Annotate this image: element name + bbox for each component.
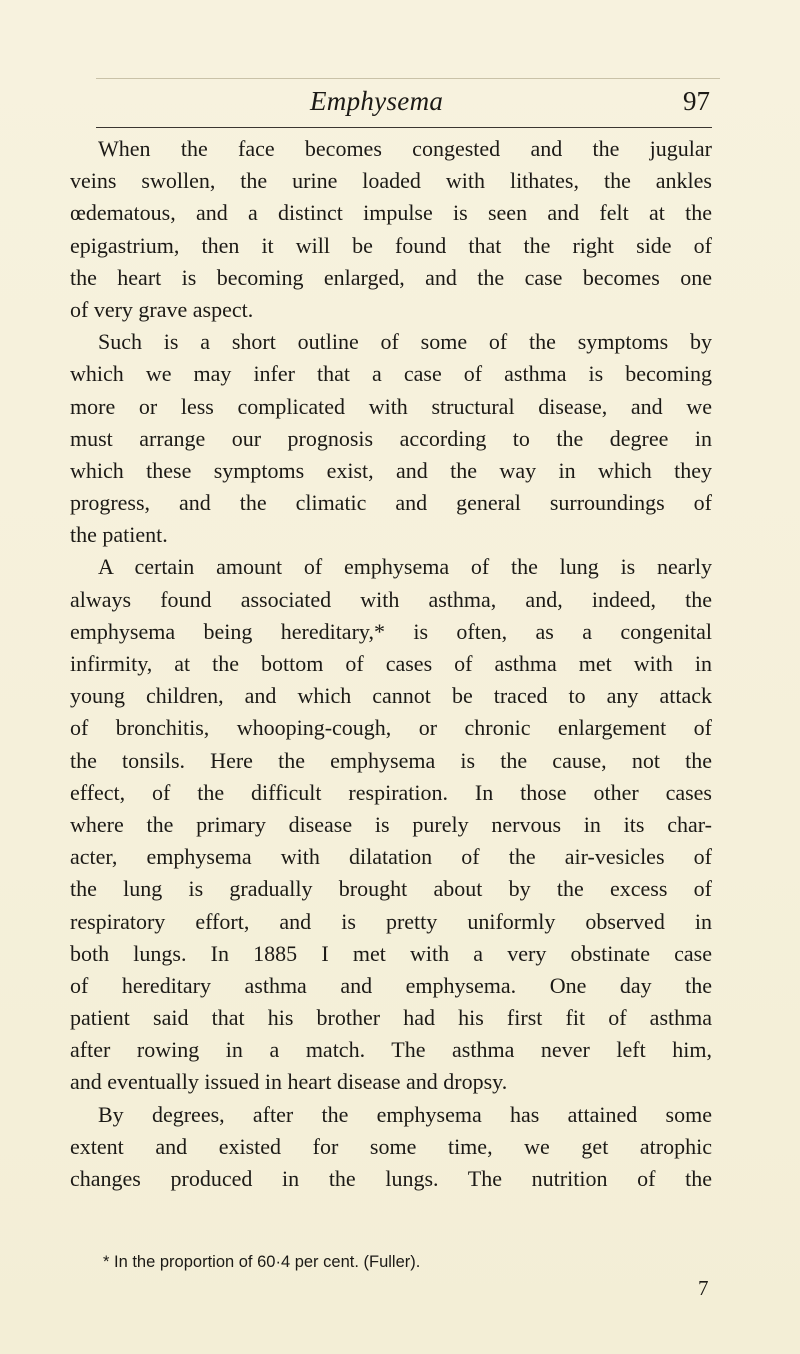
page-top-edge [96, 78, 720, 79]
text-line: and eventually issued in heart disease and dropsy. [70, 1069, 508, 1095]
page-header [96, 84, 710, 120]
text-line: after rowing in a match. The asthma never left him, [70, 1037, 712, 1063]
text-line: the tonsils. Here the emphysema is the cause, not the [70, 747, 712, 773]
running-head: Emphysema [310, 86, 444, 116]
text-line: extent and existed for some time, we get atrophic [70, 1133, 712, 1159]
text-line: Such is a short outline of some of the symptoms by [98, 329, 712, 355]
text-line: By degrees, after the emphysema has attained some [98, 1101, 712, 1127]
text-line: changes produced in the lungs. The nutrition of the [70, 1166, 712, 1191]
text-line: always found associated with asthma, and, indeed, the [70, 586, 712, 612]
text-line: A certain amount of emphysema of the lung is nearly [98, 554, 712, 580]
text-line: young children, and which cannot be traced to any attack [70, 683, 712, 709]
text-line: which we may infer that a case of asthma is becoming [70, 361, 712, 387]
signature-mark: 7 [698, 1276, 709, 1300]
text-line: of hereditary asthma and emphysema. One day the [70, 972, 712, 998]
text-line: which these symptoms exist, and the way in which they [70, 457, 712, 483]
text-line: of bronchitis, whooping-cough, or chronic enlargement of [70, 715, 712, 741]
header-rule [96, 127, 712, 128]
text-line: veins swollen, the urine loaded with lithates, the ankles [70, 168, 712, 194]
footnote [70, 1251, 712, 1273]
text-line: progress, and the climatic and general surroundings of [70, 490, 712, 516]
text-line: of very grave aspect. [70, 296, 254, 322]
text-line: more or less complicated with structural disease, and we [70, 393, 712, 419]
text-line: effect, of the difficult respiration. In those other cases [70, 779, 712, 805]
body-text [70, 133, 712, 1195]
footnote-text: * In the proportion of 60·4 per cent. (Fuller). [103, 1253, 421, 1271]
text-line: the lung is gradually brought about by the excess of [70, 876, 712, 902]
text-line: both lungs. In 1885 I met with a very obstinate case [70, 940, 712, 966]
text-line: where the primary disease is purely nervous in its char- [70, 811, 712, 837]
text-line: emphysema being hereditary,* is often, as a congenital [70, 618, 712, 644]
text-line: the heart is becoming enlarged, and the case becomes one [70, 264, 712, 290]
text-line: œdematous, and a distinct impulse is seen and felt at the [70, 200, 712, 226]
text-line: must arrange our prognosis according to the degree in [70, 425, 712, 451]
text-line: acter, emphysema with dilatation of the air-vesicles of [70, 844, 712, 870]
text-line: patient said that his brother had his first fit of asthma [70, 1005, 712, 1031]
text-line: infirmity, at the bottom of cases of asthma met with in [70, 651, 712, 676]
text-line: respiratory effort, and is pretty uniformly observed in [70, 908, 712, 934]
text-line: When the face becomes congested and the jugular [98, 136, 712, 161]
text-line: the patient. [70, 522, 168, 548]
text-line: epigastrium, then it will be found that the right side of [70, 232, 712, 258]
page-number: 97 [683, 86, 710, 116]
